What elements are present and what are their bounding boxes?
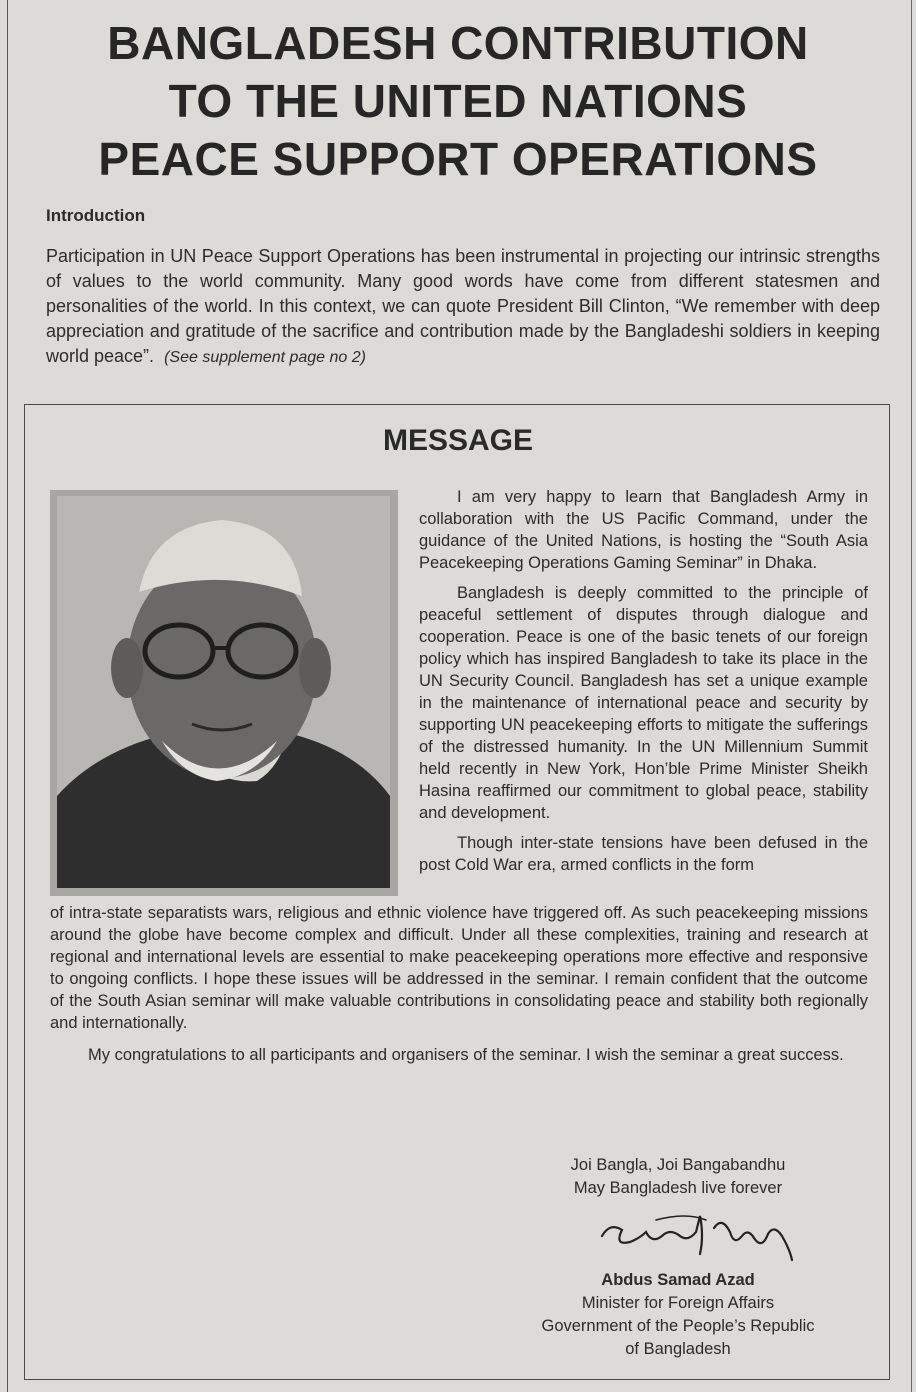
message-paragraph-3-rest: of intra-state separatists wars, religious and ethnic violence have triggered off. As such peacekeeping missions around the globe have become complex and difficult. Under all these complexities, training and research at regional and international levels are essential to make peacekeeping operations more effective and responsive to ongoing conflicts. I hope these issues will be addressed in the seminar. I remain confident that the outcome of the South Asian seminar will make valuable contributions in consolidating peace and stability both regionally and internationally. xyxy=(50,904,868,1032)
portrait-frame xyxy=(50,490,398,896)
message-full-width xyxy=(50,902,868,1076)
handwritten-signature-icon xyxy=(596,1206,806,1267)
message-paragraph-4: My congratulations to all participants and organisers of the seminar. I wish the seminar a great success. xyxy=(88,1046,844,1064)
signatory-org-line-2: of Bangladesh xyxy=(625,1340,731,1358)
message-column xyxy=(419,486,868,876)
closing-line-1: Joi Bangla, Joi Bangabandhu xyxy=(570,1156,786,1174)
closing-block xyxy=(498,1154,858,1200)
document-title xyxy=(0,14,916,188)
message-paragraph-1: I am very happy to learn that Bangladesh Army in collaboration with the US Pacific Command, under the guidance of the United Nations, is hosting the “South Asia Peacekeeping Operations Gaming Seminar” in Dhaka. xyxy=(419,488,868,572)
message-heading: MESSAGE xyxy=(382,424,534,457)
message-paragraph-3-start: Though inter-state tensions have been defused in the post Cold War era, armed conflicts in the form xyxy=(419,834,868,874)
portrait-illustration xyxy=(57,496,390,888)
title-line-1: BANGLADESH CONTRIBUTION xyxy=(107,17,809,69)
portrait-photo-icon xyxy=(57,496,390,888)
introduction-text xyxy=(46,244,880,370)
introduction-heading: Introduction xyxy=(46,206,146,225)
signatory-block xyxy=(498,1269,858,1361)
supplement-reference: (See supplement page no 2) xyxy=(164,349,366,366)
right-border-rule xyxy=(911,0,912,1392)
title-line-2: TO THE UNITED NATIONS xyxy=(168,75,748,127)
closing-line-2: May Bangladesh live forever xyxy=(573,1179,783,1197)
signatory-title: Minister for Foreign Affairs xyxy=(581,1294,775,1312)
left-border-rule xyxy=(7,0,8,1392)
title-line-3: PEACE SUPPORT OPERATIONS xyxy=(98,133,818,185)
signatory-org-line-1: Government of the People’s Republic xyxy=(541,1317,815,1335)
signatory-name: Abdus Samad Azad xyxy=(601,1271,755,1289)
message-paragraph-2: Bangladesh is deeply committed to the principle of peaceful settlement of disputes through dialogue and cooperation. Peace is one of the basic tenets of our foreign policy which has inspired Bangladesh to take its place in the UN Security Council. Bangladesh has set a unique example in the maintenance of international peace and security by supporting UN peacekeeping efforts to mitigate the sufferings of the distressed humanity. In the UN Millennium Summit held recently in New York, Hon’ble Prime Minister Sheikh Hasina reaffirmed our commitment to global peace, stability and development. xyxy=(419,584,868,822)
introduction-body: Participation in UN Peace Support Operations has been instrumental in projecting our intrinsic strengths of values to the world community. Many good words have come from different statesmen and personalities of the world. In this context, we can quote President Bill Clinton, “We remember with deep appreciation and gratitude of the sacrifice and contribution made by the Bangladeshi soldiers in keeping world peace”. xyxy=(46,246,880,366)
